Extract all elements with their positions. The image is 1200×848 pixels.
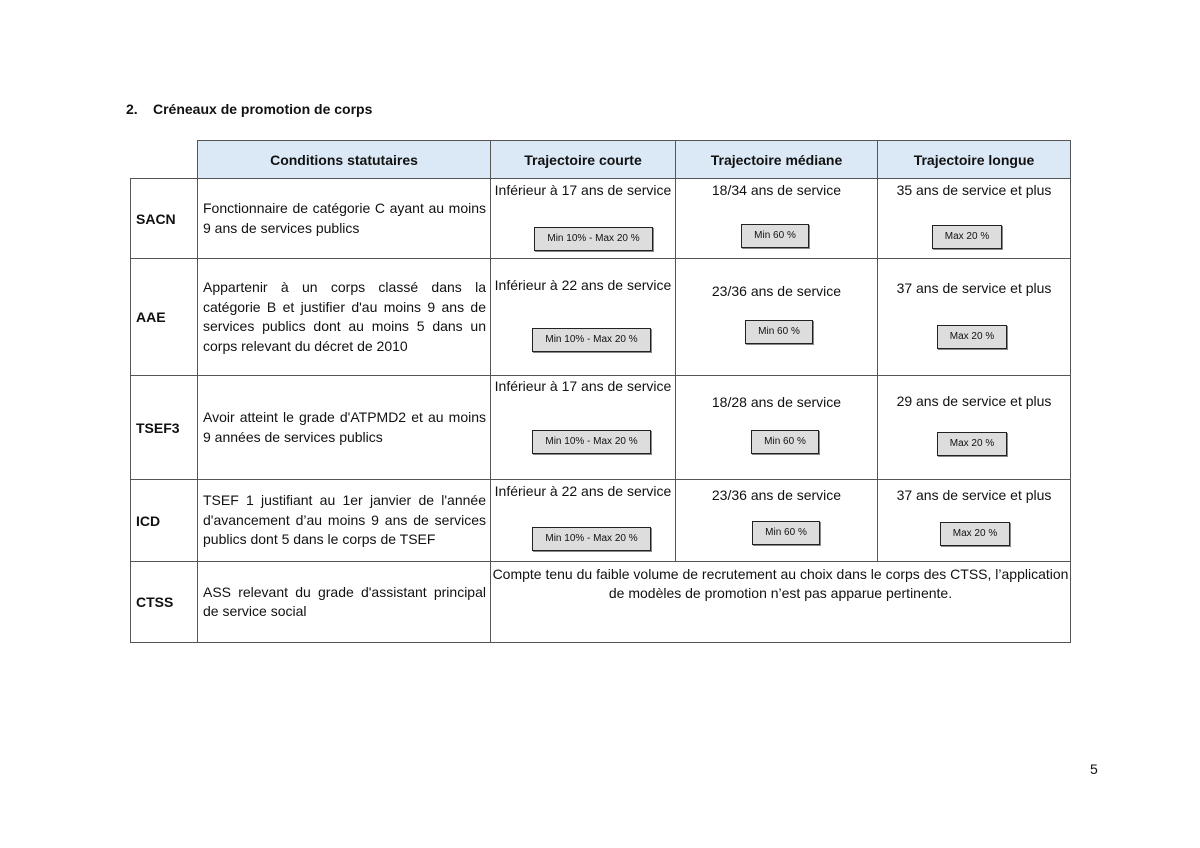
longue-badge: Max 20 % [937,432,1007,456]
longue-cell [878,179,1071,259]
table-row [131,480,1071,562]
mediane-badge: Min 60 % [751,430,819,454]
header-conditions: Conditions statutaires [198,141,491,179]
table-row [131,259,1071,376]
longue-cell [878,480,1071,562]
corps-label: SACN [131,179,198,259]
corps-label: CTSS [131,562,198,643]
conditions-cell: Avoir atteint le grade d'ATPMD2 et au moins 9 années de services publics [198,376,491,480]
header-blank [131,141,198,179]
courte-text: Inférieur à 17 ans de service [494,182,672,198]
conditions-cell: TSEF 1 justifiant au 1er janvier de l'année d'avancement d’au moins 9 ans de services publics dont 5 dans le corps de TSEF [198,480,491,562]
longue-badge: Max 20 % [932,225,1002,249]
courte-cell [491,259,676,376]
longue-text: 35 ans de service et plus [896,182,1052,198]
conditions-cell: ASS relevant du grade d'assistant principal de service social [198,562,491,643]
corps-label: TSEF3 [131,376,198,480]
courte-text: Inférieur à 22 ans de service [494,483,672,499]
header-longue: Trajectoire longue [878,141,1071,179]
courte-badge: Min 10% - Max 20 % [532,527,651,551]
mediane-cell [676,259,878,376]
table-row [131,179,1071,259]
courte-text: Inférieur à 17 ans de service [494,378,672,394]
corps-label: ICD [131,480,198,562]
mediane-text: 18/28 ans de service [711,394,842,410]
longue-text: 29 ans de service et plus [896,393,1052,409]
mediane-cell [676,179,878,259]
header-courte: Trajectoire courte [491,141,676,179]
courte-cell [491,480,676,562]
longue-badge: Max 20 % [937,325,1007,349]
mediane-badge: Min 60 % [752,521,820,545]
section-number: 2. [126,101,138,117]
header-mediane: Trajectoire médiane [676,141,878,179]
section-title-text: Créneaux de promotion de corps [153,101,373,117]
mediane-text: 18/34 ans de service [711,182,842,198]
ctss-note: Compte tenu du faible volume de recrutement au choix dans le corps des CTSS, l’application de modèles de promotion n’est pas apparue pertinente. [491,562,1071,643]
courte-badge: Min 10% - Max 20 % [532,328,651,352]
courte-text: Inférieur à 22 ans de service [494,277,672,293]
courte-badge: Min 10% - Max 20 % [534,227,653,251]
courte-cell [491,376,676,480]
promotion-table [130,140,1071,643]
mediane-text: 23/36 ans de service [711,487,842,503]
table-header-row [131,141,1071,179]
longue-text: 37 ans de service et plus [896,487,1052,503]
section-title [126,101,372,117]
longue-text: 37 ans de service et plus [896,280,1052,296]
mediane-cell [676,480,878,562]
mediane-text: 23/36 ans de service [711,283,842,299]
conditions-cell: Appartenir à un corps classé dans la catégorie B et justifier d'au moins 9 ans de services publics dont au moins 5 dans un corps relevant du décret de 2010 [198,259,491,376]
courte-cell [491,179,676,259]
mediane-cell [676,376,878,480]
corps-label: AAE [131,259,198,376]
longue-cell [878,259,1071,376]
conditions-cell: Fonctionnaire de catégorie C ayant au moins 9 ans de services publics [198,179,491,259]
page-number: 5 [1090,761,1098,777]
mediane-badge: Min 60 % [741,224,809,248]
table-row [131,562,1071,643]
mediane-badge: Min 60 % [745,320,813,344]
longue-badge: Max 20 % [940,522,1010,546]
table-row [131,376,1071,480]
courte-badge: Min 10% - Max 20 % [532,430,651,454]
longue-cell [878,376,1071,480]
